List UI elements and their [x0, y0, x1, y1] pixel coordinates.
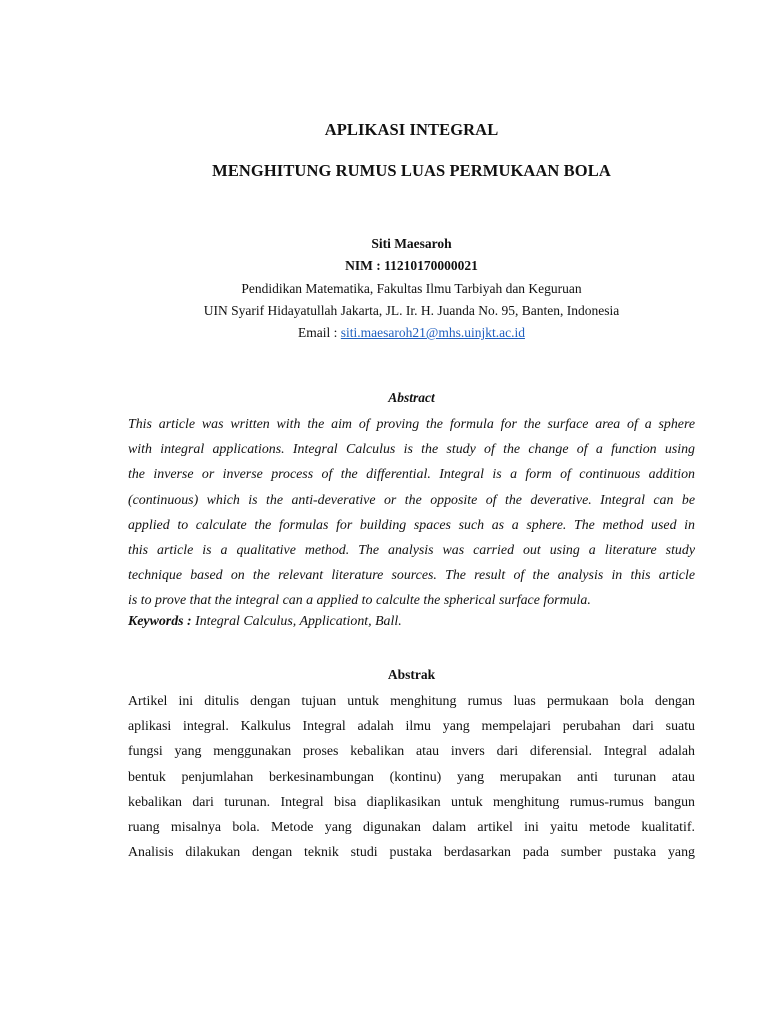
- abstrak-line: aplikasi integral. Kalkulus Integral adalah ilmu yang mempelajari perubahan dari suatu: [128, 719, 695, 735]
- abstrak-heading: Abstrak: [387, 667, 436, 682]
- title-line-1: APLIKASI INTEGRAL: [324, 120, 499, 139]
- abstract-line: is to prove that the integral can a applied to calculte the spherical surface formula.: [128, 593, 591, 609]
- keywords-label: Keywords :: [128, 614, 192, 629]
- abstrak-line: ruang misalnya bola. Metode yang digunakan dalam artikel ini yaitu metode kualitatif.: [128, 820, 695, 836]
- abstract-line: technique based on the relevant literature sources. The result of the analysis in this article: [128, 568, 695, 584]
- abstract-heading: Abstract: [388, 390, 435, 405]
- abstract-line: This article was written with the aim of proving the formula for the surface area of a sphere: [128, 417, 695, 432]
- keywords-value: Integral Calculus, Applicationt, Ball.: [191, 614, 402, 629]
- document-page: [128, 0, 695, 1024]
- author-name: Siti Maesaroh: [371, 236, 452, 251]
- abstrak-line: fungsi yang menggunakan proses kebalikan atau invers dari diferensial. Integral adalah: [128, 744, 695, 760]
- author-block: [128, 233, 695, 344]
- keywords-line: [128, 614, 695, 630]
- affiliation-line-2: UIN Syarif Hidayatullah Jakarta, JL. Ir. H. Juanda No. 95, Banten, Indonesia: [203, 302, 620, 318]
- email-line: [128, 322, 695, 344]
- abstract-line: applied to calculate the formulas for building spaces such as a sphere. The method used in: [128, 517, 695, 533]
- abstract-line: (continuous) which is the anti-deverative or the opposite of the deverative. Integral can be: [128, 492, 695, 508]
- email-label: Email :: [298, 325, 341, 341]
- abstract-indonesian-body: [128, 689, 695, 865]
- abstrak-line: Analisis dilakukan dengan teknik studi pustaka berdasarkan pada sumber pustaka yang: [128, 845, 695, 861]
- abstract-line: with integral applications. Integral Calculus is the study of the change of a function using: [128, 442, 695, 458]
- abstract-line: this article is a qualitative method. The analysis was carried out using a literature study: [128, 543, 695, 559]
- abstract-line: the inverse or inverse process of the differential. Integral is a form of continuous addition: [128, 467, 695, 483]
- author-nim: NIM : 11210170000021: [345, 258, 478, 274]
- abstrak-line: bentuk penjumlahan berkesinambungan (kontinu) yang merupakan anti turunan atau: [128, 769, 695, 785]
- affiliation-line-1: Pendidikan Matematika, Fakultas Ilmu Tarbiyah dan Keguruan: [241, 280, 582, 296]
- abstrak-line: Artikel ini ditulis dengan tujuan untuk menghitung rumus luas permukaan bola dengan: [128, 694, 695, 709]
- title-line-2: MENGHITUNG RUMUS LUAS PERMUKAAN BOLA: [212, 161, 611, 180]
- abstrak-line: kebalikan dari turunan. Integral bisa diaplikasikan untuk menghitung rumus-rumus bangun: [128, 794, 695, 810]
- email-link[interactable]: siti.maesaroh21@mhs.uinjkt.ac.id: [340, 325, 525, 341]
- abstract-english-body: [128, 412, 695, 614]
